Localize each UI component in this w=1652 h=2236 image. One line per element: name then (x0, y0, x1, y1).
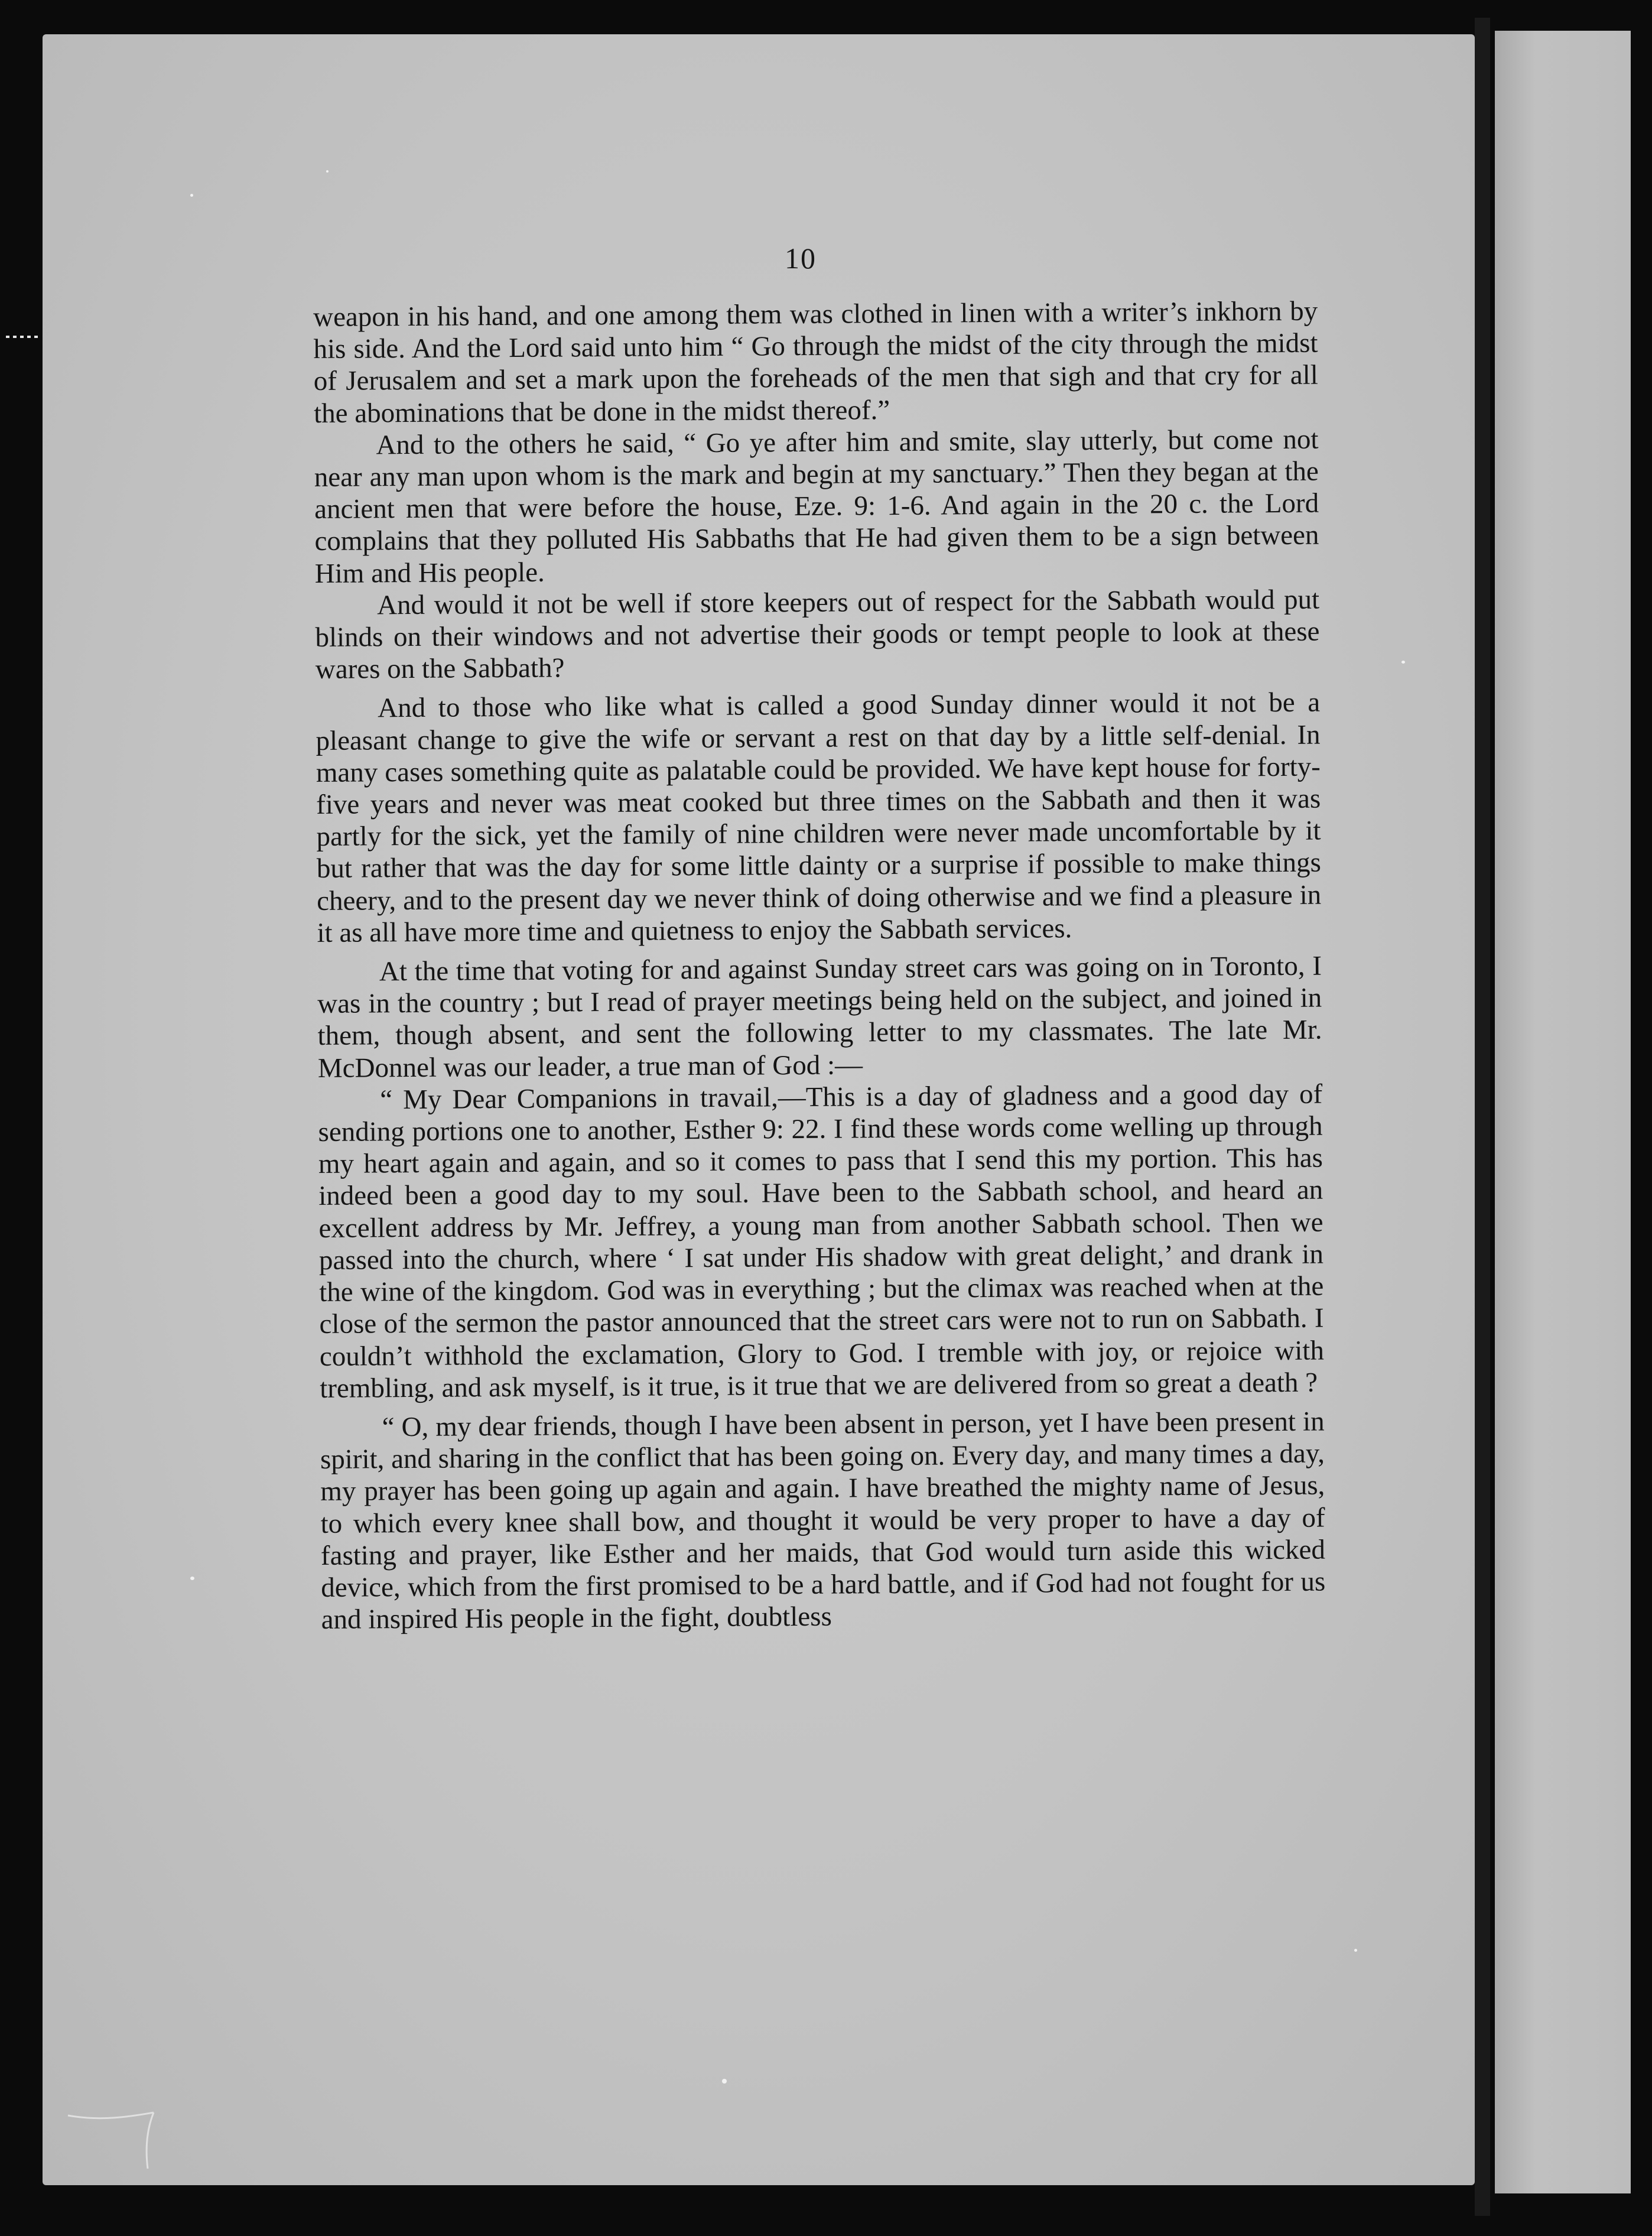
paragraph: “ O, my dear friends, though I have been absent in person, yet I have been present in spirit, and sharing in the conflict that has been going on. Every day, and many times a day, my prayer has been going up again and again. I have breathed the mighty name of Jesus, to which every knee shall bow, and thought it would be very proper to have a day of fasting and prayer, like Esther and her maids, that God would turn aside this wicked device, which from the first promised to be a hard battle, and if God had not fought for us and inspired His people in the fight, doubtless (320, 1406, 1326, 1636)
dust-speck (190, 1577, 194, 1580)
paragraph: “ My Dear Companions in travail,—This is a day of gladness and a good day of sending portions one to another, Esther 9: 22. I find these words come welling up through my heart again and again, and so it comes to pass that I send this my portion. This has indeed been a good day to my soul. Have been to the Sabbath school, and heard an excellent address by Mr. Jeffrey, a young man from another Sabbath school. Then we passed into the church, where ‘ I sat under His shadow with great delight,’ and drank in the wine of the kingdom. God was in everything ; but the climax was reached when at the close of the sermon the pastor announced that the street cars were not to run on Sabbath. I couldn’t withhold the exclamation, Glory to God. I tremble with joy, or rejoice with trembling, and ask myself, is it true, is it true that we are delivered from so great a death ? (318, 1078, 1325, 1404)
paragraph: And to those who like what is called a good Sunday dinner would it not be a pleasant change to give the wife or servant a rest on that day by a little self-denial. In many cases something quite as palatable could be provided. We have kept house for forty-five years and never was meat cooked but three times on the Sabbath and then it was partly for the sick, yet the family of nine children were never made uncomfortable by it but rather that was the day for some little dainty or a surprise if possible to make things cheery, and to the present day we never think of doing otherwise and we find a pleasure in it as all have more time and quietness to enjoy the Sabbath services. (316, 687, 1322, 948)
adjacent-page-edge (1495, 31, 1631, 2193)
paragraph: At the time that voting for and against Sunday street cars was going on in Toronto, I was in the country ; but I read of prayer meetings being held on the subject, and joined in them, though absent, and sent the following letter to my classmates. The late Mr. McDonnel was our leader, a true man of God :— (317, 950, 1322, 1084)
pencil-mark (65, 2080, 195, 2175)
dust-speck (722, 2079, 727, 2084)
page-gutter (1475, 18, 1490, 2216)
paragraph: And to the others he said, “ Go ye after him and smite, slay utterly, but come not near any man upon whom is the mark and begin at my sanctuary.” Then they began at the ancient men that were before the house, Eze. 9: 1-6. And again in the 20 c. the Lord complains that they polluted His Sabbaths that He had given them to be a sign between Him and His people. (314, 424, 1319, 589)
paragraph: And would it not be well if store keepers out of respect for the Sabbath would put blinds on their windows and not advertise their goods or tempt people to look at these wares on the Sabbath? (315, 584, 1320, 685)
dust-speck (1401, 661, 1405, 664)
dust-speck (190, 194, 193, 197)
body-text (313, 295, 1326, 1636)
paragraph: weapon in his hand, and one among them was clothed in linen with a writer’s inkhorn by his side. And the Lord said unto him “ Go through the midst of the city through the midst of Jerusalem and set a mark upon the foreheads of the men that sigh and that cry for all the abominations that be done in the midst thereof.” (313, 295, 1318, 429)
margin-mark (6, 336, 41, 338)
dust-speck (1354, 1949, 1357, 1952)
dust-speck (326, 170, 329, 173)
page-number: 10 (785, 242, 817, 275)
